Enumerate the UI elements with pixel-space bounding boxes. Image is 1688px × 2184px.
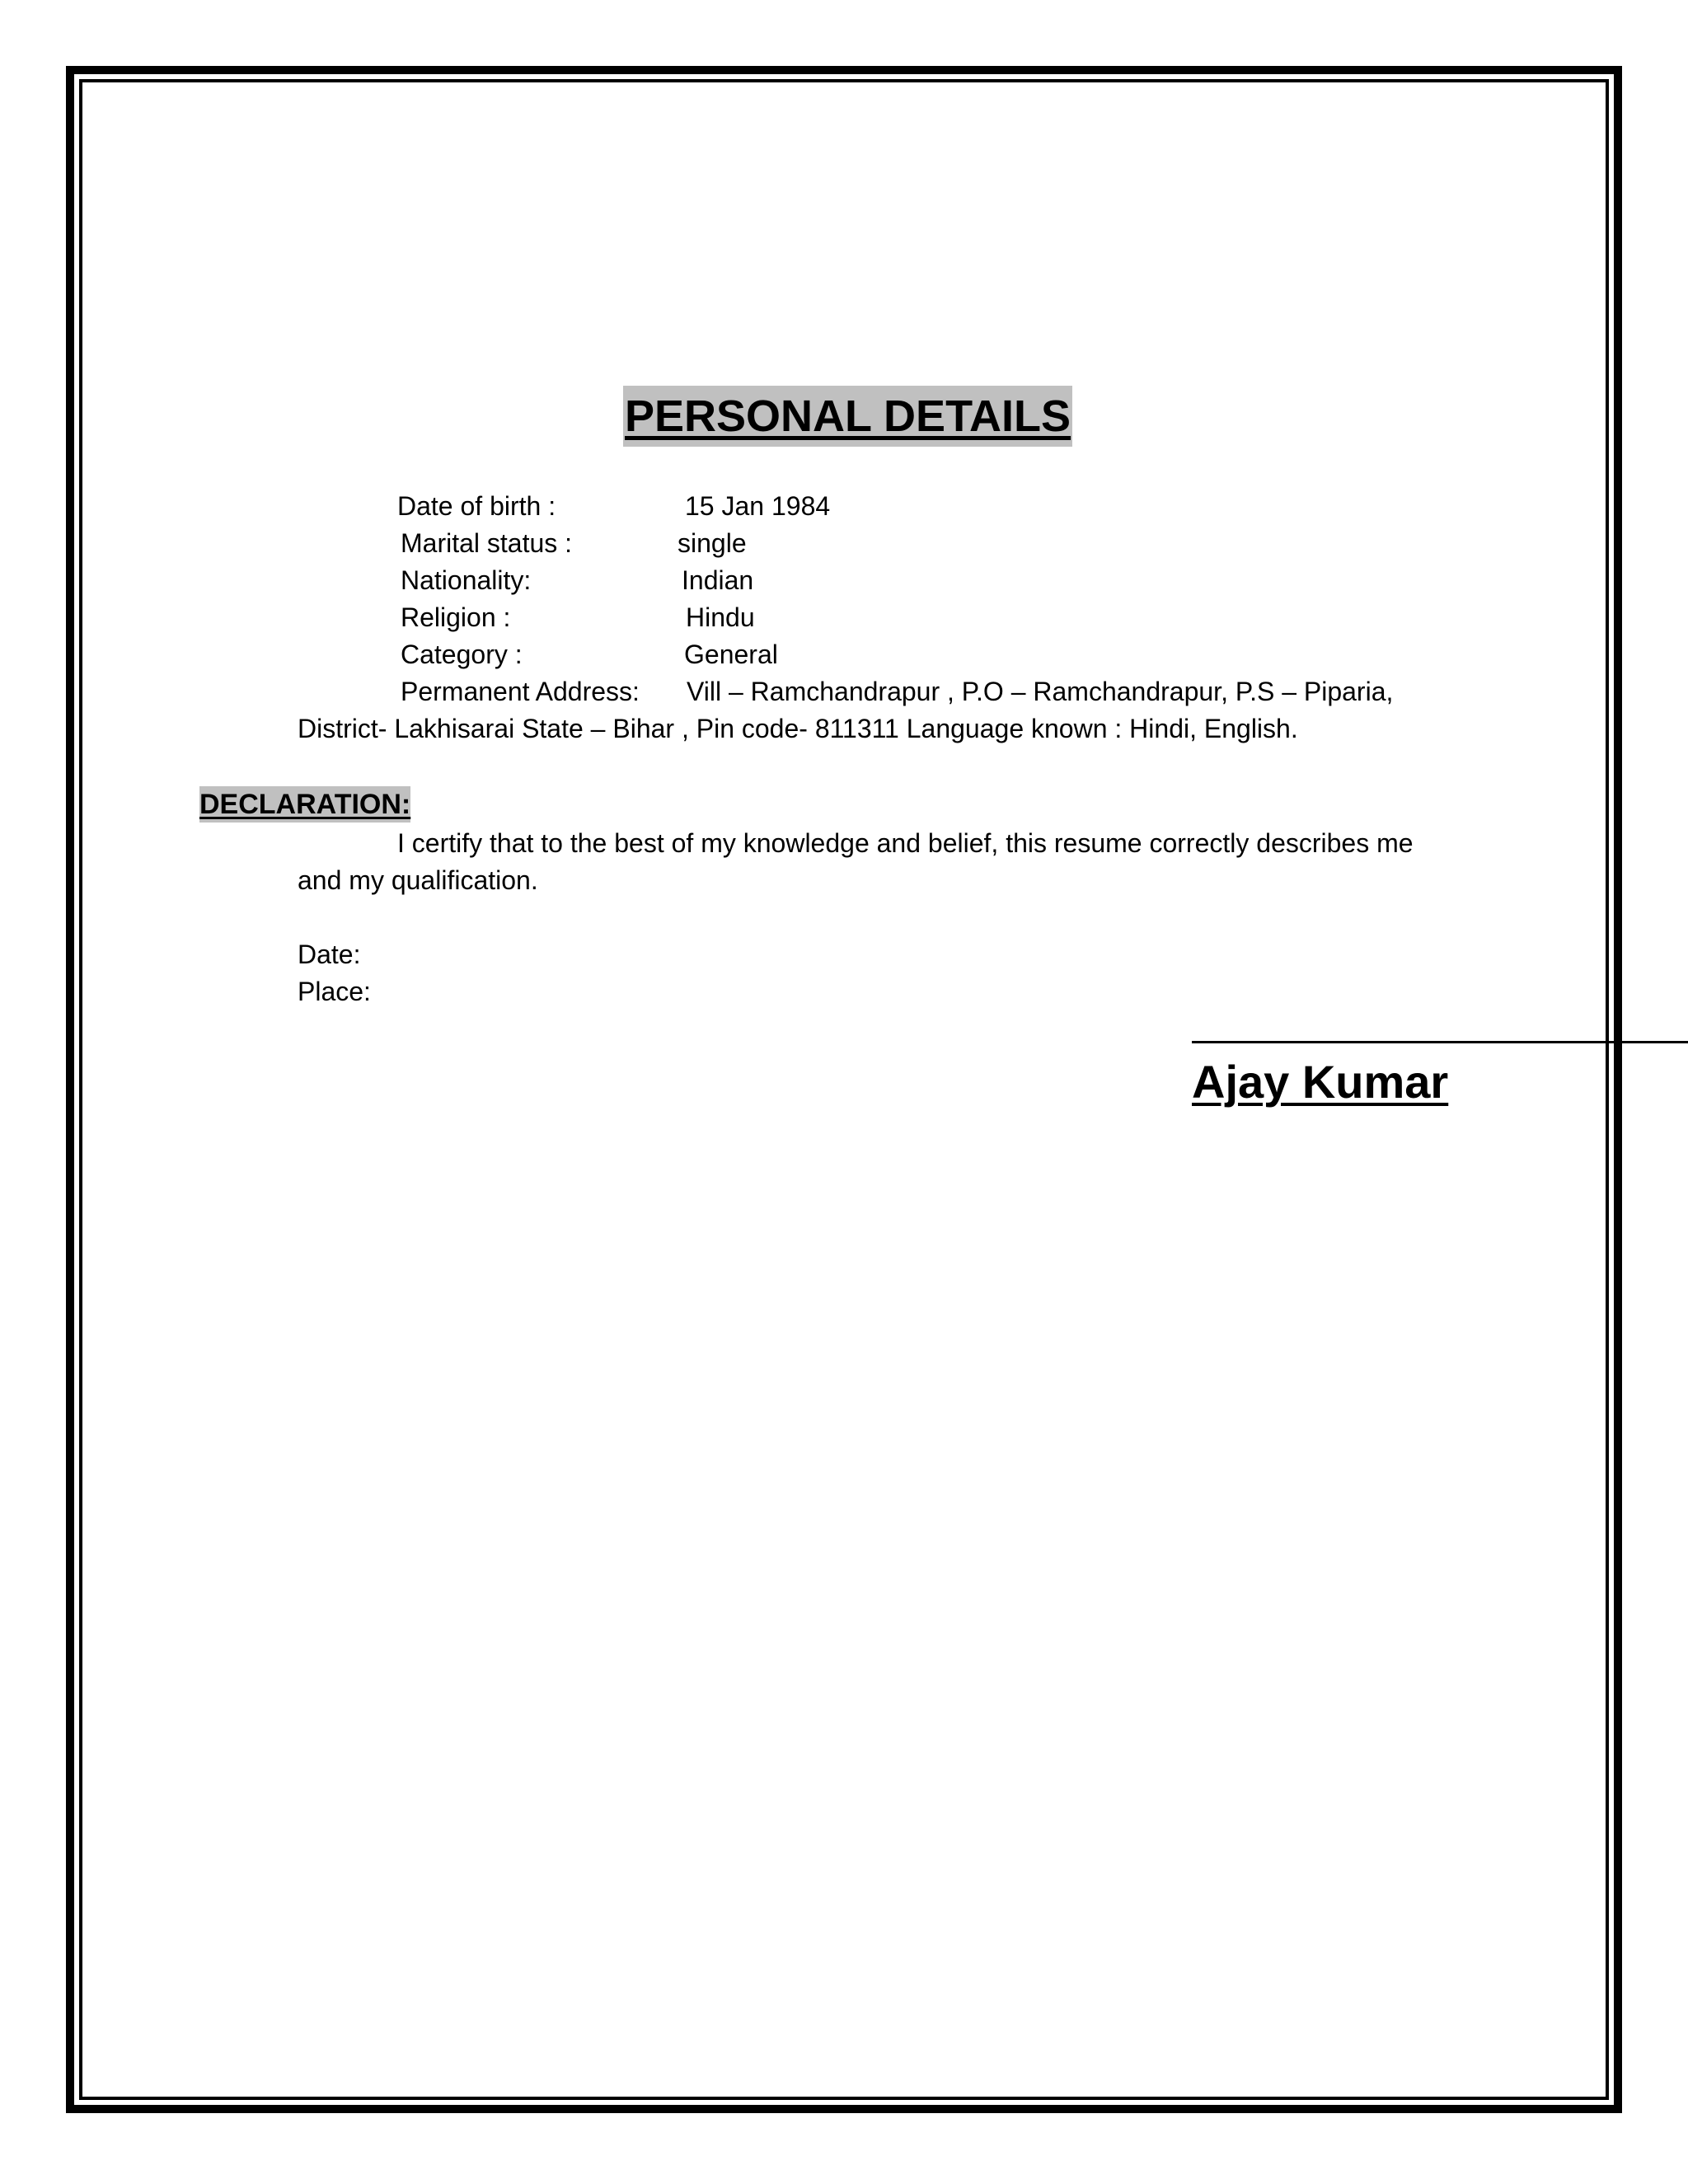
declaration-text-line1: I certify that to the best of my knowledge and belief, this resume correctly describes me	[397, 828, 1414, 858]
nationality-value: Indian	[682, 565, 754, 595]
declaration-title: DECLARATION:	[199, 786, 410, 823]
religion-row	[0, 600, 1688, 635]
declaration-text-line2: and my qualification.	[298, 865, 538, 895]
nationality-row	[0, 563, 1688, 598]
marital-row	[0, 526, 1688, 560]
religion-value: Hindu	[686, 602, 755, 632]
marital-value: single	[678, 528, 747, 558]
address-line2: District- Lakhisarai State – Bihar , Pin code- 811311 Language known : Hindi, English.	[298, 714, 1298, 743]
category-row	[0, 637, 1688, 672]
address-value-line1: Vill – Ramchandrapur , P.O – Ramchandrapur, P.S – Piparia,	[687, 677, 1394, 706]
religion-label: Religion :	[401, 602, 511, 632]
section-title: PERSONAL DETAILS	[623, 386, 1072, 447]
signature-line	[1192, 1041, 1688, 1043]
marital-label: Marital status :	[401, 528, 573, 558]
address-label: Permanent Address:	[401, 677, 640, 706]
place-label: Place:	[298, 977, 371, 1006]
category-value: General	[684, 640, 778, 669]
dob-row	[0, 489, 1688, 523]
dob-value: 15 Jan 1984	[685, 491, 831, 521]
nationality-label: Nationality:	[401, 565, 532, 595]
dob-label: Date of birth :	[397, 491, 556, 521]
address-row	[0, 674, 1688, 709]
date-label: Date:	[298, 940, 361, 969]
category-label: Category :	[401, 640, 523, 669]
signature-name: Ajay Kumar	[1192, 1056, 1449, 1108]
